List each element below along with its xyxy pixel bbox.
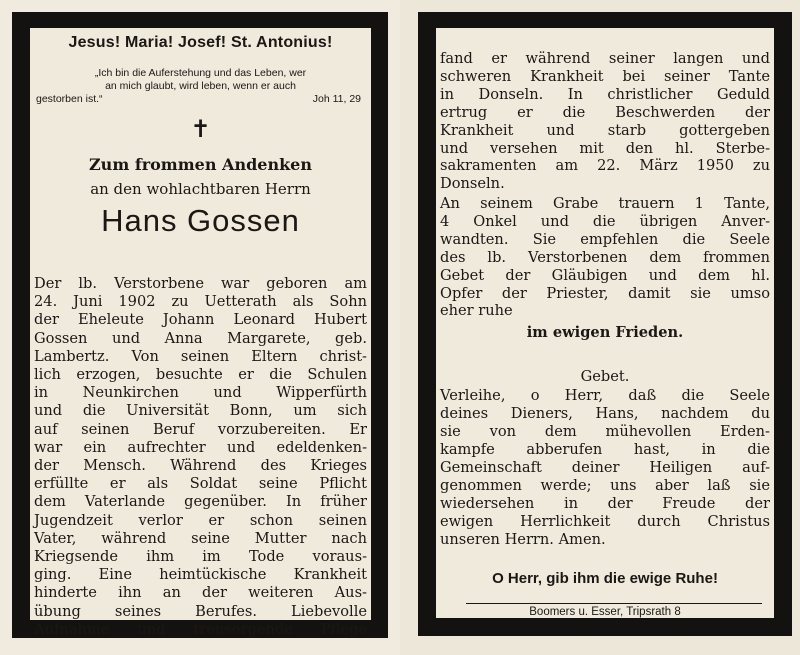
text-line: der Mensch. Während des Krieges bbox=[34, 457, 367, 474]
text-line: ertrug er die Beschwerden der bbox=[440, 103, 770, 121]
text-line: sie von dem mühevollen Erden- bbox=[440, 423, 770, 440]
text-line: Donseln. bbox=[440, 175, 505, 193]
text-line: der Eheleute Johann Leonard Hubert bbox=[34, 311, 367, 329]
text-line: wiedersehen in der Freude der bbox=[440, 495, 770, 512]
text-line: Gossen und Anna Margarete, geb. bbox=[34, 329, 367, 347]
closing-prayer: O Herr, gib ihm die ewige Ruhe! bbox=[492, 570, 718, 587]
text-line: kampfe abberufen hast, in die bbox=[440, 441, 770, 458]
peace-line: im ewigen Frieden. bbox=[526, 324, 684, 341]
text-line: Gebet der Gläubigen und dem hl. bbox=[440, 266, 770, 284]
text-line: in Donseln. In christlicher Geduld bbox=[440, 85, 770, 103]
bible-quote-reference: Joh 11, 29 bbox=[312, 93, 361, 105]
text-line: wandten. Sie empfehlen die Seele bbox=[440, 230, 770, 248]
text-line: und versehen mit den hl. Sterbe- bbox=[440, 139, 770, 157]
text-line: fand er während seiner langen und bbox=[440, 50, 770, 67]
text-line: 4 Onkel und die übrigen Anver- bbox=[440, 212, 770, 230]
printer-imprint: Boomers u. Esser, Tripsrath 8 bbox=[529, 606, 681, 618]
dedication-line: an den wohlachtbaren Herrn bbox=[90, 180, 311, 198]
memorial-heading: Zum frommen Andenken bbox=[89, 155, 312, 174]
left-text-panel bbox=[30, 28, 371, 638]
text-line: übung seines Berufes. Liebevolle bbox=[34, 602, 367, 620]
text-line: ging. Eine heimtückische Krankheit bbox=[34, 566, 367, 584]
right-text-panel bbox=[436, 28, 774, 618]
text-line: genommen werde; uns aber laß sie bbox=[440, 477, 770, 494]
text-line: sakramenten am 22. März 1950 zu bbox=[440, 157, 770, 175]
text-line: Lambertz. Von seinen Eltern christ- bbox=[34, 347, 367, 365]
cross-icon: ✝ bbox=[190, 115, 211, 143]
bible-quote-line: gestorben ist.“ bbox=[36, 93, 103, 105]
text-line: in Neunkirchen und Wipperfürth bbox=[34, 384, 367, 402]
right-card bbox=[400, 0, 800, 655]
header-invocation: Jesus! Maria! Josef! St. Antonius! bbox=[68, 34, 333, 51]
text-line: Aufnahme und treusorgende Pflege bbox=[34, 620, 367, 638]
text-line: schweren Krankheit bei seiner Tante bbox=[440, 67, 770, 85]
text-line: ewigen Herrlichkeit durch Christus bbox=[440, 513, 770, 530]
text-line: lich erzogen, besuchte er die Schulen bbox=[34, 366, 367, 383]
text-line: An seinem Grabe trauern 1 Tante, bbox=[440, 195, 770, 212]
text-line: und die Universität Bonn, um sich bbox=[34, 402, 367, 420]
text-line: dem Vaterlande gegenüber. In früher bbox=[34, 493, 367, 511]
text-line: deines Dieners, Hans, nachdem du bbox=[440, 405, 770, 422]
text-line: Kriegsende ihm im Tode voraus- bbox=[34, 548, 367, 565]
text-line: eher ruhe bbox=[440, 302, 513, 320]
text-line: Gemeinschaft deiner Heiligen auf- bbox=[440, 459, 770, 476]
prayer-title: Gebet. bbox=[580, 368, 630, 385]
text-line: war ein aufrechter und edeldenken- bbox=[34, 438, 367, 456]
text-line: Verleihe, o Herr, daß die Seele bbox=[440, 387, 770, 404]
text-line: erfüllte er als Soldat seine Pflicht bbox=[34, 475, 367, 493]
text-line: 24. Juni 1902 zu Uetterath als Sohn bbox=[34, 293, 367, 311]
bible-quote-line: an mich glaubt, wird leben, wenn er auch bbox=[105, 80, 296, 92]
bible-quote-line: „Ich bin die Auferstehung und das Leben, wer bbox=[94, 67, 307, 79]
deceased-name: Hans Gossen bbox=[101, 203, 300, 238]
black-mourning-border bbox=[418, 12, 792, 636]
printer-divider bbox=[466, 603, 762, 604]
text-line: Vater, während seine Mutter nach bbox=[34, 529, 367, 547]
text-line: unseren Herrn. Amen. bbox=[440, 531, 606, 548]
text-line: Der lb. Verstorbene war geboren am bbox=[34, 275, 367, 292]
text-line: auf seinen Beruf vorzubereiten. Er bbox=[34, 420, 367, 438]
text-line: Jugendzeit verlor er schon seinen bbox=[34, 511, 367, 529]
text-line: Krankheit und starb gottergeben bbox=[440, 121, 770, 139]
text-line: Opfer der Priester, damit sie umso bbox=[440, 284, 770, 302]
text-line: des lb. Verstorbenen dem frommen bbox=[440, 248, 770, 266]
black-mourning-border bbox=[12, 12, 388, 638]
text-line: hinderte ihn an der weiteren Aus- bbox=[34, 584, 367, 602]
